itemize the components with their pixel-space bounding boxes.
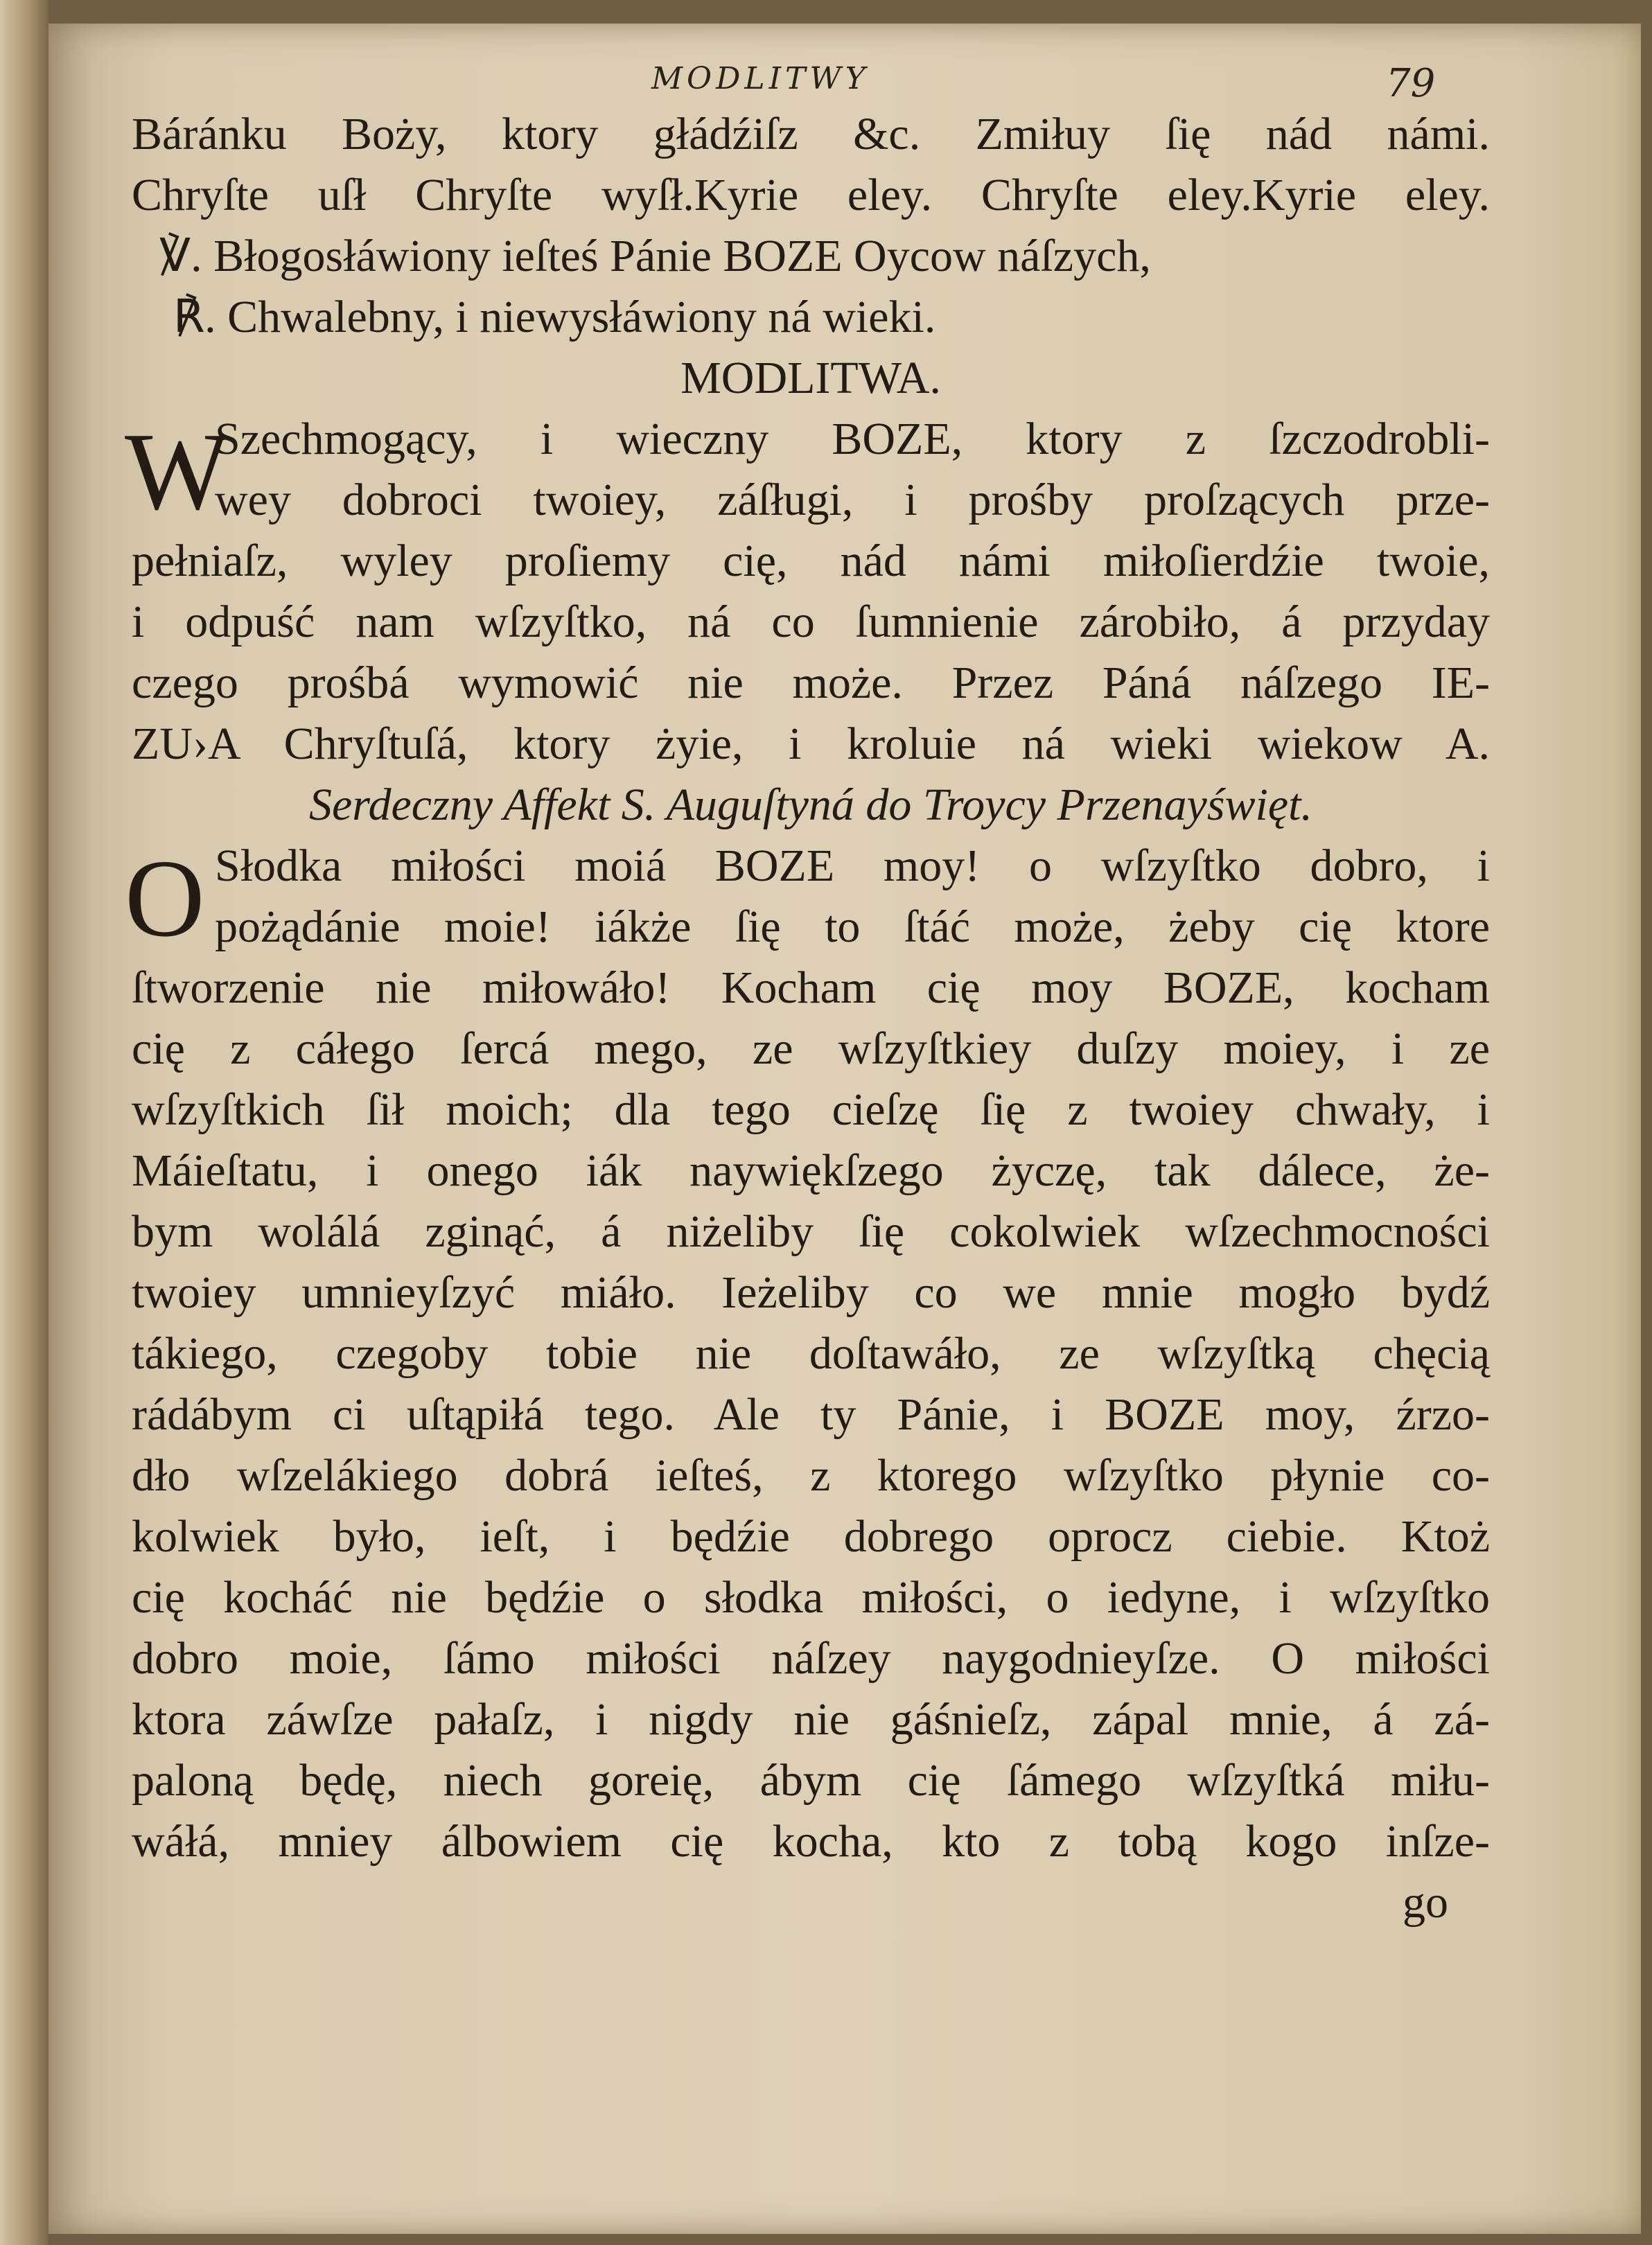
- running-title: MODLITWY: [651, 61, 870, 96]
- text-line: czego prośbá wymowić nie może. Przez Páná náſzego IE-: [132, 658, 1490, 708]
- text-line: Máieſtatu, i onego iák naywiękſzego życzę, tak dálece, że-: [132, 1145, 1490, 1196]
- catchword: go: [1403, 1877, 1448, 1928]
- section-title-italic: Serdeczny Affekt S. Auguſtyná do Troycy Przenayświęt.: [308, 780, 1313, 830]
- text-line: ktora záwſze pałaſz, i nigdy nie gáśnieſz, zápal mnie, á zá-: [132, 1694, 1490, 1745]
- text-line: dło wſzelákiego dobrá ieſteś, z ktorego wſzyſtko płynie co-: [132, 1450, 1490, 1501]
- text-line: kolwiek było, ieſt, i będźie dobrego oprocz ciebie. Ktoż: [132, 1511, 1490, 1562]
- text-line: Báránku Boży, ktory głádźiſz &c. Zmiłuy ſię nád námi.: [132, 109, 1490, 159]
- text-line: ſtworzenie nie miłowáło! Kocham cię moy BOZE, kocham: [132, 962, 1490, 1013]
- versicle-line: ℣. Błogosłáwiony ieſteś Pánie BOZE Oycow náſzych,: [159, 231, 1151, 281]
- section-title: MODLITWA.: [680, 353, 941, 403]
- text-line: ZU›A Chryſtuſá, ktory żyie, i kroluie ná wieki wiekow A.: [132, 719, 1490, 769]
- text-line: dobro moie, ſámo miłości náſzey naygodnieyſze. O miłości: [132, 1633, 1490, 1684]
- page-text: [125, 104, 1490, 1933]
- drop-cap-o: O: [125, 836, 205, 960]
- text-line: wſzyſtkich ſił moich; dla tego cieſzę ſię z twoiey chwały, i: [132, 1084, 1490, 1135]
- text-line: Szechmogący, i wieczny BOZE, ktory z ſzczodrobli-: [215, 414, 1490, 464]
- text-line: pożądánie moie! iákże ſię to ſtáć może, żeby cię ktore: [215, 901, 1490, 952]
- text-line: bym wolálá zginąć, á niżeliby ſię cokolwiek wſzechmocności: [132, 1206, 1490, 1257]
- response-line: ℟. Chwalebny, i niewysłáwiony ná wieki.: [173, 292, 936, 342]
- text-line: paloną będę, niech goreię, ábym cię ſámego wſzyſtká miłu-: [132, 1755, 1490, 1806]
- text-line: cię z cáłego ſercá mego, ze wſzyſtkiey duſzy moiey, i ze: [132, 1023, 1490, 1074]
- page-gutter: [0, 0, 49, 2245]
- text-line: rádábym ci uſtąpiłá tego. Ale ty Pánie, i BOZE moy, źrzo-: [132, 1389, 1490, 1440]
- text-line: wey dobroci twoiey, záſługi, i prośby proſzących prze-: [215, 475, 1490, 525]
- text-line: twoiey umnieyſzyć miáło. Ieżeliby co we mnie mogło bydź: [132, 1267, 1490, 1318]
- text-line: cię kocháć nie będźie o słodka miłości, o iedyne, i wſzyſtko: [132, 1572, 1490, 1623]
- text-line: Słodka miłości moiá BOZE moy! o wſzyſtko dobro, i: [215, 840, 1490, 891]
- text-line: wáłá, mniey álbowiem cię kocha, kto z tobą kogo inſze-: [132, 1816, 1490, 1867]
- page-number: 79: [1386, 61, 1436, 106]
- text-line: tákiego, czegoby tobie nie doſtawáło, ze wſzyſtką chęcią: [132, 1328, 1490, 1379]
- text-line: pełniaſz, wyley proſiemy cię, nád námi miłoſierdźie twoie,: [132, 536, 1490, 586]
- drop-cap-w: W: [125, 410, 230, 533]
- text-line: Chryſte uſł Chryſte wyſł.Kyrie eley. Chryſte eley.Kyrie eley.: [132, 170, 1490, 220]
- text-line: i odpuść nam wſzyſtko, ná co ſumnienie zárobiło, á przyday: [132, 597, 1490, 647]
